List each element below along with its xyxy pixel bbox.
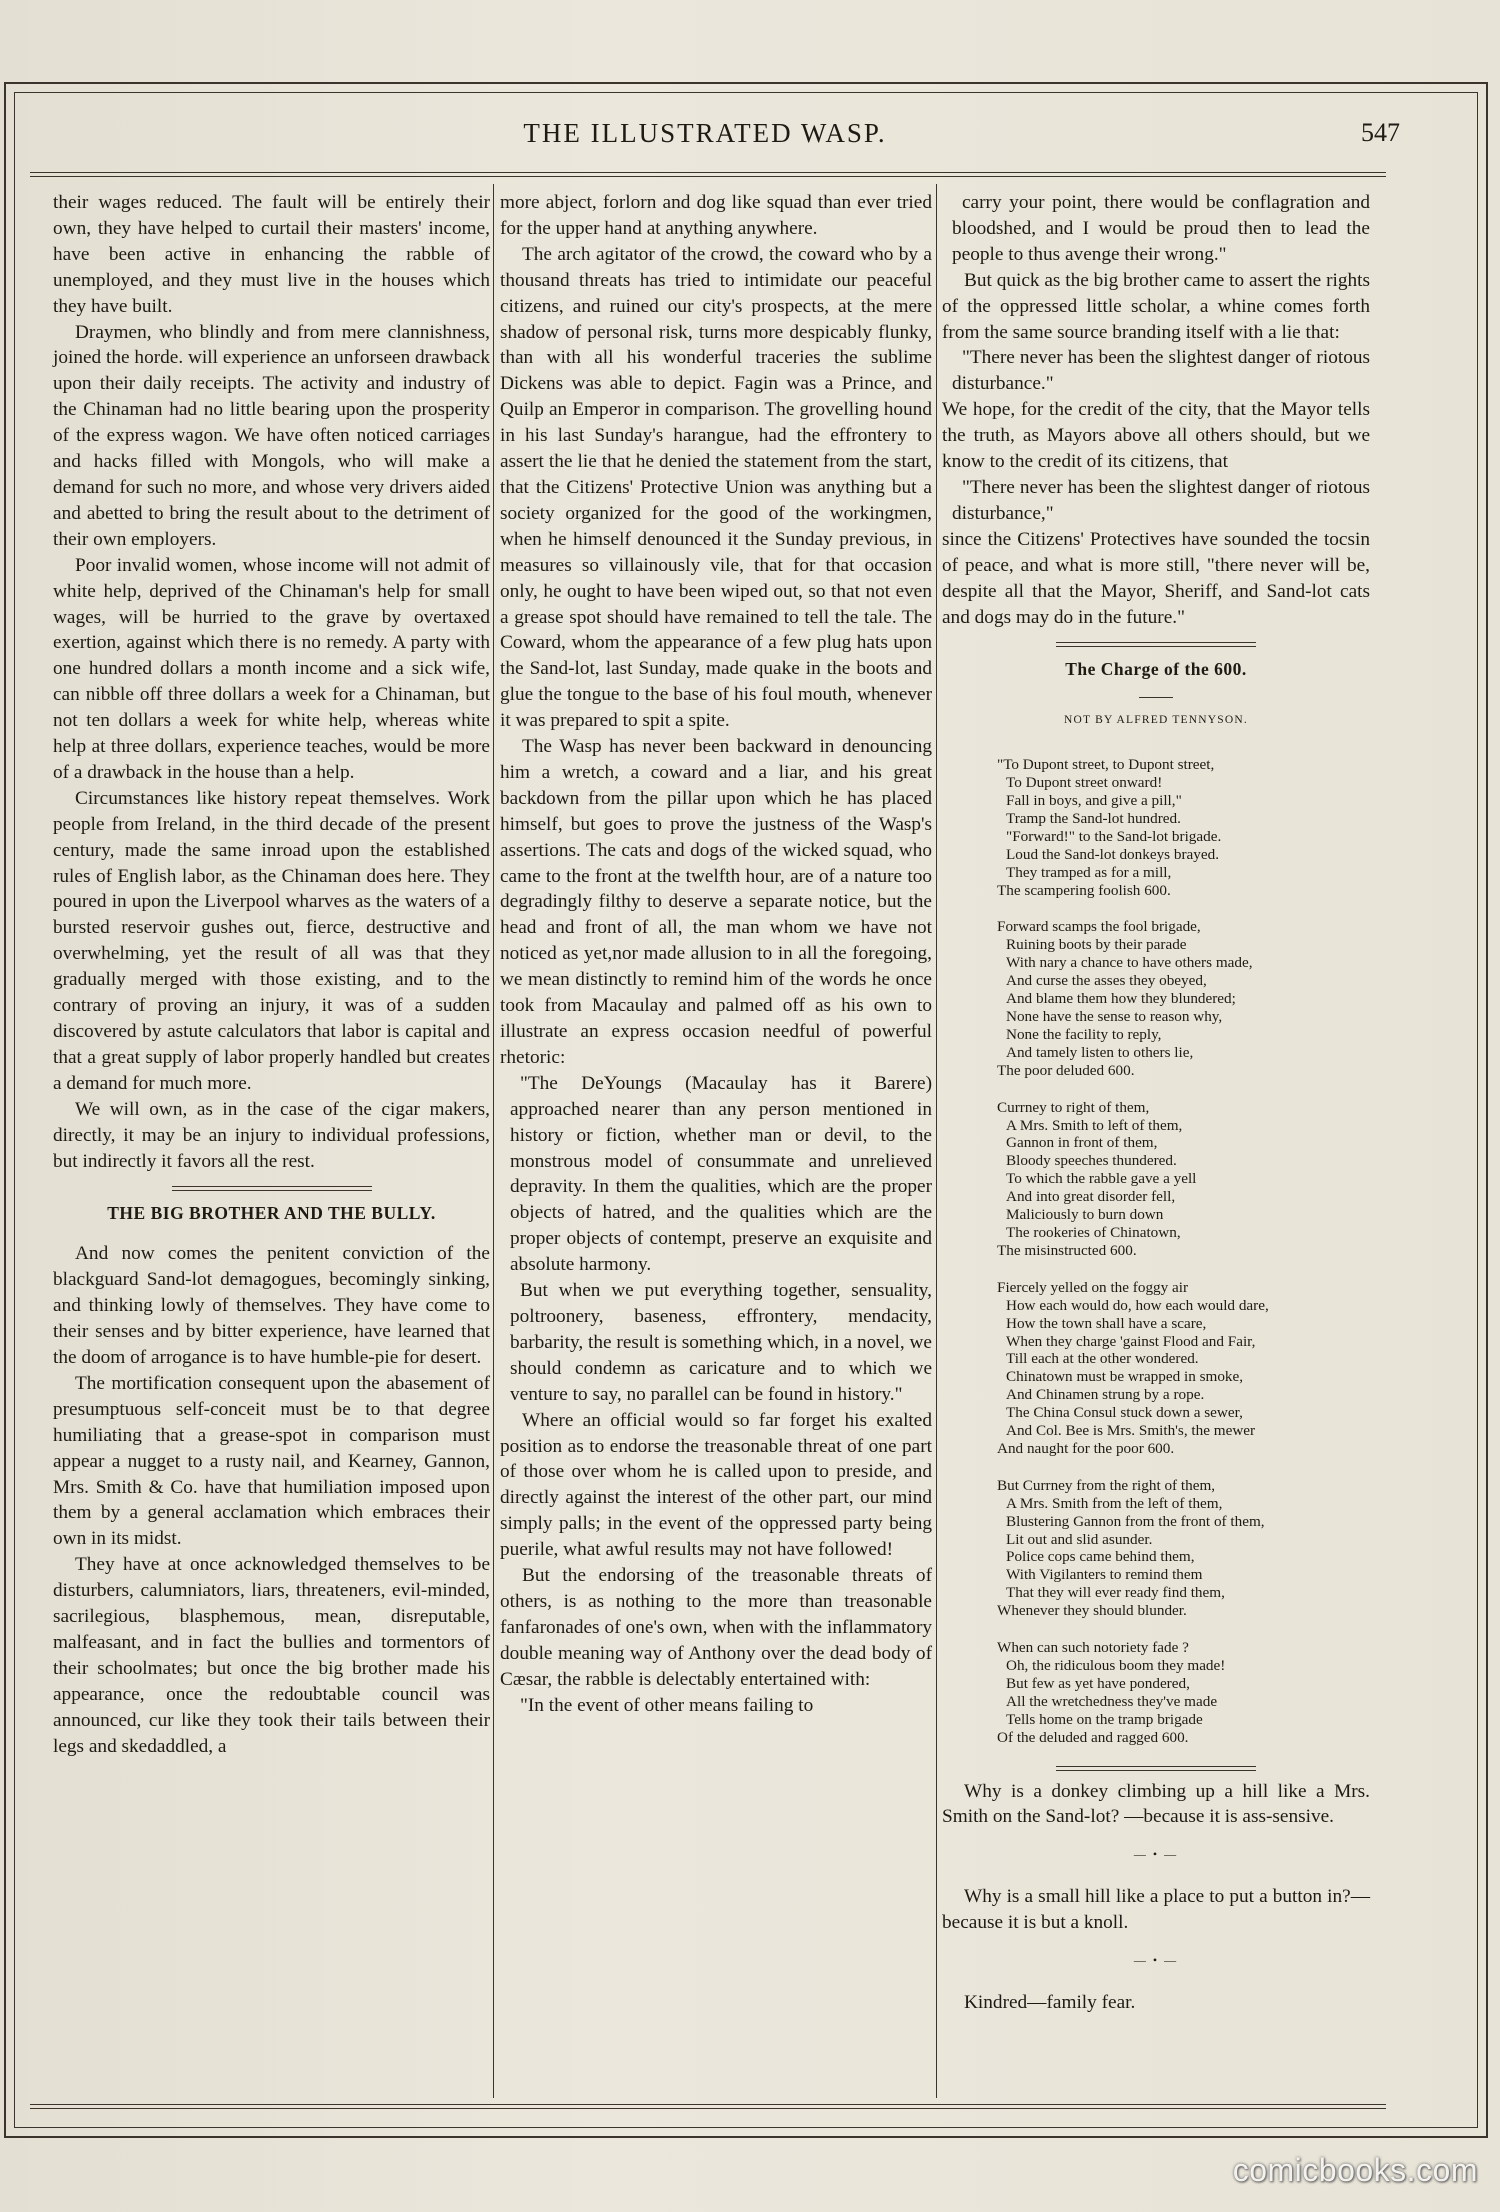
article-paragraph: And now comes the penitent conviction of the blackguard Sand-lot demagogues, becomingly sinking, and thinking lowly of themselves. They have come to their senses and by bitter experience, have learned that the doom of arrogance is to have humble-pie for desert. (53, 1243, 490, 1368)
poem-line: A Mrs. Smith from the left of them, (1006, 1494, 1223, 1512)
article-paragraph: We hope, for the credit of the city, that the Mayor tells the truth, as Mayors above all others should, but we know to the credit of its citizens, that (942, 399, 1370, 473)
article-paragraph: Poor invalid women, whose income will not admit of white help, deprived of the Chinaman's help for small wages, will be hurried to the grave by overtaxed exertion, against which there is no remedy. A party with one hundred dollars a month income and a sick wife, can nibble off three dollars a week for a Chinaman, but not ten dollars a week for white help, whereas white help at three dollars, experience teaches, would be more of a drawback in the house than a help. (53, 554, 490, 783)
poem-stanza (997, 1639, 1370, 1746)
poem-line: But few as yet have pondered, (1006, 1674, 1190, 1692)
article-paragraph: Circumstances like history repeat themselves. Work people from Ireland, in the third decade of the present century, made the same inroad upon the established rules of English labor, as the Chinaman does here. They poured in upon the Liverpool wharves as the waters of a bursted reservoir gushes out, fierce, destructive and overwhelming, yet the result of all was that they gradually merged with those existing, and to the contrary of proving an injury, it was of a sudden discovered by astute calculators that labor is capital and that a great supply of labor properly handled but creates a demand for much more. (53, 787, 490, 1094)
column-3-body (942, 190, 1370, 630)
quotation-paragraph: "There never has been the slightest danger of riotous disturbance." (952, 347, 1370, 395)
poem-line: With nary a chance to have others made, (1006, 954, 1253, 972)
poem-line: "To Dupont street, to Dupont street, (997, 756, 1215, 774)
footer-rule-double (30, 2108, 1386, 2109)
poem-line: That they will ever ready find them, (1006, 1584, 1225, 1602)
poem-line: Currney to right of them, (997, 1098, 1150, 1116)
quotation-paragraph: But when we put everything together, sensuality, poltroonery, baseness, effrontery, mendacity, barbarity, the result is something which, in a novel, we should condemn as caricature and to which we venture to say, no parallel can be found in history." (510, 1280, 932, 1405)
poem-stanza (997, 756, 1370, 899)
article-paragraph: since the Citizens' Protectives have sounded the tocsin of peace, and what is more still, "there never will be, despite all that the Mayor, Sheriff, and Sand-lot cats and dogs may do in the future." (942, 528, 1370, 628)
poem-body (942, 756, 1370, 1746)
article-paragraph: Draymen, who blindly and from mere clannishness, joined the horde. will experience an unforseen drawback upon their daily receipts. The activity and industry of the Chinaman had no little bearing upon the prosperity of the express wagon. We have often noticed carriages and hacks filled with Mongols, who will make a demand for such no more, and whose very drivers aided and abetted to bring the result about to the detriment of their own employers. (53, 321, 490, 550)
poem-line: Blustering Gannon from the front of them, (1006, 1512, 1265, 1530)
poem-line: With Vigilanters to remind them (1006, 1566, 1203, 1584)
poem-line: Forward scamps the fool brigade, (997, 918, 1201, 936)
poem-line: Bloody speeches thundered. (1006, 1152, 1177, 1170)
poem-line: How the town shall have a scare, (1006, 1314, 1207, 1332)
column-divider-1 (493, 184, 494, 2098)
poem-line: To which the rabble gave a yell (1006, 1170, 1197, 1188)
section-rule (172, 1186, 372, 1191)
poem-line: Fiercely yelled on the foggy air (997, 1278, 1189, 1296)
column-divider-2 (936, 184, 937, 2098)
jokes-section (942, 1779, 1370, 2016)
column-1 (53, 190, 490, 1759)
poem-line: And tamely listen to others lie, (1006, 1043, 1194, 1061)
header-rule (30, 172, 1386, 173)
poem-line: None have the sense to reason why, (1006, 1008, 1223, 1025)
poem-line: How each would do, how each would dare, (1006, 1296, 1269, 1314)
header-rule-double (30, 176, 1386, 177)
poem-stanza (997, 918, 1370, 1079)
article-paragraph: more abject, forlorn and dog like squad than ever tried for the upper hand at anything anywhere. (500, 192, 932, 239)
poem-line: The rookeries of Chinatown, (1006, 1223, 1181, 1241)
masthead-title: THE ILLUSTRATED WASP. (523, 118, 887, 148)
poem-line: Police cops came behind them, (1006, 1548, 1195, 1566)
article-paragraph: But the endorsing of the treasonable threats of others, is as nothing to the more than treasonable fanfaronades of one's own, when with the inflammatory double meaning way of Anthony over the dead body of Cæsar, the rabble is delectably entertained with: (500, 1565, 932, 1690)
quotation-paragraph: "The DeYoungs (Macaulay has it Barere) approached nearer than any person mentioned in history or fiction, whether man or devil, to the monstrous model of consummate and unrelieved depravity. In them the qualities, which are the proper objects of hatred, and the qualities which are the proper objects of contempt, preserve an exquisite and absolute harmony. (510, 1072, 932, 1276)
poem-line: And Col. Bee is Mrs. Smith's, the mewer (1006, 1422, 1256, 1440)
poem-title: The Charge of the 600. (1065, 659, 1247, 680)
poem-line: The China Consul stuck down a sewer, (1006, 1404, 1243, 1422)
quotation-paragraph: "There never has been the slightest danger of riotous disturbance," (952, 476, 1370, 524)
poem-line: None the facility to reply, (1006, 1025, 1162, 1043)
ornament-divider: — • — (1133, 1953, 1179, 1968)
poem-line: Maliciously to burn down (1006, 1206, 1164, 1224)
poem-line: Ruining boots by their parade (1006, 936, 1187, 954)
poem-line: And into great disorder fell, (1006, 1188, 1176, 1206)
column-2 (500, 190, 932, 1718)
joke-paragraph: Why is a small hill like a place to put a button in?—because it is but a knoll. (942, 1886, 1370, 1934)
poem-line: "Forward!" to the Sand-lot brigade. (1006, 827, 1222, 845)
poem-line: Lit out and slid asunder. (1006, 1530, 1153, 1548)
ornament-divider: — • — (1133, 1847, 1179, 1862)
poem-line: Fall in boys, and give a pill," (1006, 792, 1182, 810)
poem-title-rule (1139, 697, 1173, 698)
joke-paragraph: Kindred—family fear. (964, 1991, 1136, 2013)
article-paragraph: Where an official would so far forget his exalted position as to endorse the treasonable threat of one part of those over whom he is called upon to preside, and directly against the interest of the other part, our mind simply palls; in the event of the oppressed party being puerile, what awful results may not have followed! (500, 1409, 932, 1561)
poem-line: When they charge 'gainst Flood and Fair, (1006, 1332, 1256, 1350)
article-paragraph: They have at once acknowledged themselves to be disturbers, calumniators, liars, threateners, evil-minded, sacrilegious, blasphemous, mean, disreputable, malfeasant, and in fact the bullies and tormentors of their schoolmates; but once the big brother made his appearance, once the redoubtable council was announced, cur like they took their tails between their legs and skedaddled, a (53, 1554, 490, 1757)
article-paragraph: their wages reduced. The fault will be entirely their own, they have helped to curtail their masters' income, have been active in enhancing the rabble of unemployed, and they must live in the houses which they have built. (53, 192, 490, 317)
poem-top-rule (1056, 642, 1256, 647)
poem-stanza (997, 1099, 1370, 1260)
poem-bottom-rule (1056, 1766, 1256, 1771)
article-paragraph: The mortification consequent upon the abasement of presumptuous self-conceit must be to that degree humiliating that a grease-spot in comparison must appear a nugget to a rusty nail, and Kearney, Gannon, Mrs. Smith & Co. have that humiliation imposed upon them by a general acclamation which embraces their own in its midst. (53, 1372, 490, 1550)
article-paragraph: The Wasp has never been backward in denouncing him a wretch, a coward and a liar, and his great backdown from the pillar upon which he has placed himself, but goes to prove the justness of the Wasp's assertions. The cats and dogs of the wicked squad, who came to the front at the twelfth hour, are of a nature too degradingly filthy to deserve a separate notice, but the head and front of all, the man whom we have not noticed as yet,nor made allusion to in all the foregoing, we mean distinctly to remind him of the words he once took from Macaulay and palmed off as his own to illustrate an express occasion needful of powerful rhetoric: (500, 736, 932, 1068)
article-paragraph: We will own, as in the case of the cigar makers, directly, it may be an injury to individual professions, but indirectly it favors all the rest. (53, 1098, 490, 1172)
column-3 (942, 190, 1370, 2016)
poem-line: Oh, the ridiculous boom they made! (1006, 1657, 1226, 1674)
poem-line: When can such notoriety fade ? (997, 1639, 1189, 1657)
section-heading: THE BIG BROTHER AND THE BULLY. (107, 1203, 436, 1224)
quotation-paragraph: "In the event of other means failing to (520, 1694, 814, 1716)
poem-line: Chinatown must be wrapped in smoke, (1006, 1368, 1244, 1386)
poem-line: Gannon in front of them, (1006, 1134, 1158, 1152)
poem-line: To Dupont street onward! (1006, 774, 1163, 792)
footer-rule (30, 2104, 1386, 2105)
poem-line: A Mrs. Smith to left of them, (1006, 1116, 1183, 1134)
page-header (30, 118, 1400, 166)
poem-line: Whenever they should blunder. (997, 1602, 1187, 1620)
article-paragraph: The arch agitator of the crowd, the coward who by a thousand threats has tried to intimidate our peaceful citizens, and ruined our city's prospects, at the mere shadow of personal risk, turns more despicably flunky, than with all his wonderful traceries the sublime Dickens was able to depict. Fagin was a Prince, and Quilp an Emperor in comparison. The grovelling hound in his last Sunday's harangue, had the effrontery to assert the lie that he denied the statement from the start, that the Citizens' Protective Union was anything but a society organized for the good of the workingmen, when he himself denounced it the Sunday previous, in measures so villainously vile, that for that occasion only, he ought to have been wiped out, so that not even a grease spot should have remained to tell the tale. The Coward, whom the appearance of a few plug hats upon the Sand-lot, last Sunday, made quake in the boots and glue the tongue to the base of his foul mouth, whenever it was prepared to spit a spite. (500, 243, 932, 732)
page-number: 547 (1361, 118, 1400, 147)
poem-line: Till each at the other wondered. (1006, 1350, 1199, 1368)
poem-line: And blame them how they blundered; (1006, 990, 1236, 1008)
poem-byline: NOT BY ALFRED TENNYSON. (1064, 714, 1248, 727)
poem-line: Tells home on the tramp brigade (1006, 1710, 1203, 1728)
poem-line: Tramp the Sand-lot hundred. (1006, 809, 1181, 827)
poem-line: But Currney from the right of them, (997, 1476, 1216, 1494)
poem-line: The scampering foolish 600. (997, 881, 1171, 899)
poem-stanza (997, 1279, 1370, 1458)
quotation-paragraph: carry your point, there would be conflagration and bloodshed, and I would be proud then to lead the people to thus avenge their wrong." (952, 192, 1370, 265)
joke-paragraph: Why is a donkey climbing up a hill like a Mrs. Smith on the Sand-lot? —because it is ass-sensive. (942, 1780, 1370, 1828)
poem-line: Of the deluded and ragged 600. (997, 1728, 1189, 1746)
poem-line: All the wretchedness they've made (1006, 1692, 1218, 1710)
poem-line: And naught for the poor 600. (997, 1439, 1175, 1457)
watermark-text: comicbooks.com (1232, 2152, 1478, 2188)
poem-line: They tramped as for a mill, (1006, 863, 1172, 881)
article-paragraph: But quick as the big brother came to assert the rights of the oppressed little scholar, a whine comes forth from the same source branding itself with a lie that: (942, 269, 1370, 343)
poem-line: The poor deluded 600. (997, 1061, 1135, 1079)
poem-line: And curse the asses they obeyed, (1006, 972, 1207, 990)
poem-line: Loud the Sand-lot donkeys brayed. (1006, 845, 1220, 863)
poem-line: And Chinamen strung by a rope. (1006, 1386, 1205, 1404)
poem-line: The misinstructed 600. (997, 1241, 1137, 1259)
poem-stanza (997, 1477, 1370, 1620)
